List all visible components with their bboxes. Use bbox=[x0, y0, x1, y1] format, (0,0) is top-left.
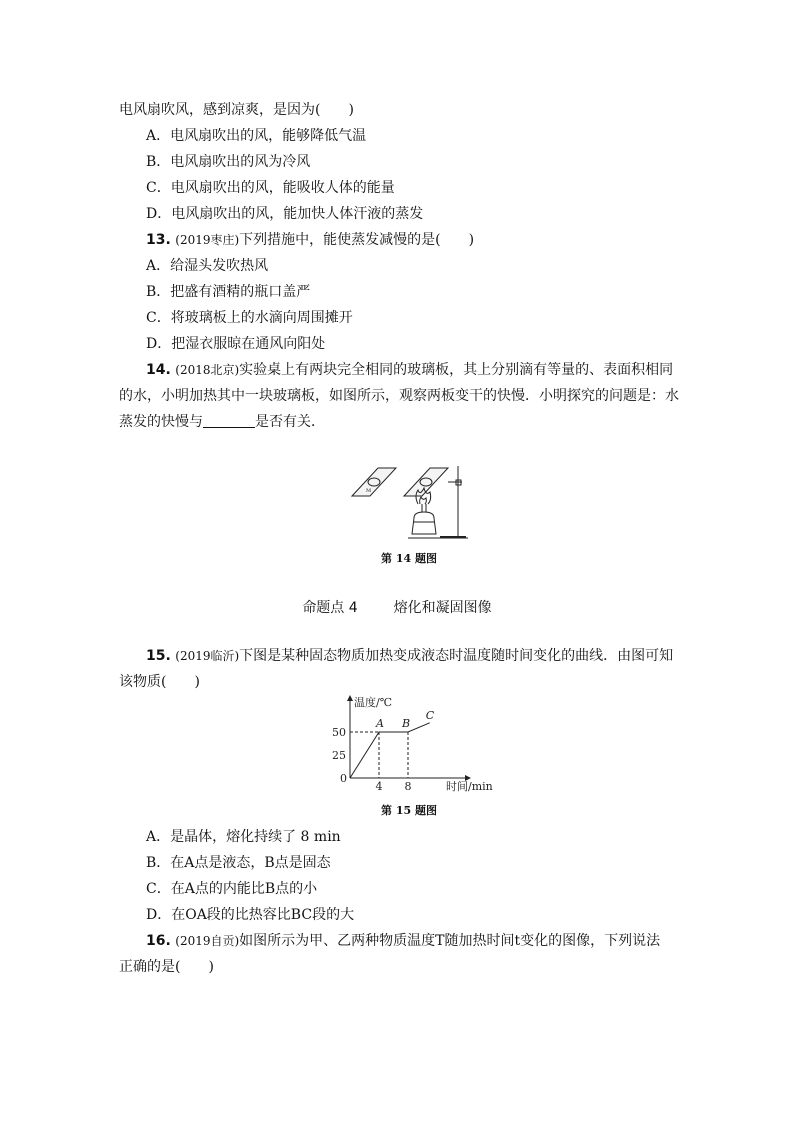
q16-source: (2019自贡) bbox=[175, 934, 240, 948]
q15-text-line1: 下图是某种固态物质加热变成液态时温度随时间变化的曲线．由图可知 bbox=[239, 648, 674, 664]
q13-option-d: D．把湿衣服晾在通风向阳处 bbox=[146, 336, 326, 352]
q13-stem bbox=[146, 231, 474, 249]
x-axis-label: 时间/min bbox=[446, 780, 493, 793]
point-label-a: A bbox=[376, 717, 384, 730]
q13-text: 下列措施中，能使蒸发减慢的是( ) bbox=[239, 232, 475, 248]
q16-stem-line2: 正确的是( ) bbox=[119, 959, 214, 975]
q16-stem-line1 bbox=[146, 932, 660, 950]
q14-source: (2018北京) bbox=[175, 363, 240, 377]
point-label-c: C bbox=[425, 708, 435, 722]
q15-option-b: B．在A点是液态，B点是固态 bbox=[146, 855, 331, 871]
x-tick-label: 4 bbox=[375, 780, 383, 793]
q13-number: 13. bbox=[146, 232, 171, 248]
q15-chart bbox=[318, 692, 498, 796]
q14-caption: 第 14 题图 bbox=[381, 552, 437, 565]
temperature-curve bbox=[350, 723, 430, 778]
q15-caption: 第 15 题图 bbox=[381, 804, 437, 817]
q14-figure bbox=[348, 460, 473, 542]
q15-number: 15. bbox=[146, 648, 171, 664]
q13-source: (2019枣庄) bbox=[175, 233, 240, 247]
q15-option-d: D．在OA段的比热容比BC段的大 bbox=[146, 907, 355, 923]
y-axis-label: 温度/℃ bbox=[354, 696, 393, 709]
alcohol-lamp bbox=[412, 512, 436, 534]
q14-stem-line3 bbox=[119, 413, 325, 431]
section-label: 命题点 4 bbox=[302, 600, 358, 616]
q16-text-line1: 如图所示为甲、乙两种物质温度T随加热时间t变化的图像，下列说法 bbox=[239, 933, 661, 949]
point-label-b: B bbox=[402, 717, 411, 730]
answer-blank bbox=[203, 413, 255, 428]
origin-label: 0 bbox=[340, 772, 347, 785]
q14-number: 14. bbox=[146, 362, 171, 378]
q15-option-a: A．是晶体，熔化持续了 8 min bbox=[146, 829, 341, 845]
q15-stem-line2: 该物质( ) bbox=[119, 674, 200, 690]
y-tick-label: 25 bbox=[332, 749, 346, 762]
q14-stem-line2: 的水，小明加热其中一块玻璃板，如图所示，观察两板变干的快慢．小明探究的问题是：水 bbox=[119, 388, 679, 404]
q12-option-c: C．电风扇吹出的风，能吸收人体的能量 bbox=[146, 180, 395, 196]
q13-option-b: B．把盛有酒精的瓶口盖严 bbox=[146, 284, 311, 300]
q12-option-d: D．电风扇吹出的风，能加快人体汗液的蒸发 bbox=[146, 206, 424, 222]
q13-option-a: A．给湿头发吹热风 bbox=[146, 258, 269, 274]
q14-text-line3a: 蒸发的快慢与 bbox=[119, 414, 203, 430]
q12-option-a: A．电风扇吹出的风，能够降低气温 bbox=[146, 128, 367, 144]
x-tick-label: 8 bbox=[404, 780, 412, 793]
section-title: 熔化和凝固图像 bbox=[393, 600, 492, 616]
q12-stem: 电风扇吹风，感到凉爽，是因为( ) bbox=[119, 102, 354, 118]
q12-option-b: B．电风扇吹出的风为冷风 bbox=[146, 154, 311, 170]
section-header bbox=[0, 597, 794, 617]
q14-text-line3b: 是否有关． bbox=[255, 414, 325, 430]
q14-stem-line1 bbox=[146, 361, 673, 379]
q16-number: 16. bbox=[146, 933, 171, 949]
q15-stem-line1 bbox=[146, 647, 673, 665]
q15-option-c: C．在A点的内能比B点的小 bbox=[146, 881, 318, 897]
y-tick-label: 50 bbox=[332, 726, 346, 739]
q15-source: (2019临沂) bbox=[175, 649, 240, 663]
q13-option-c: C．将玻璃板上的水滴向周围摊开 bbox=[146, 310, 353, 326]
q14-text-line1: 实验桌上有两块完全相同的玻璃板，其上分别滴有等量的、表面积相同 bbox=[239, 362, 674, 378]
left-glass-plate bbox=[352, 468, 396, 496]
svg-text:M: M bbox=[366, 488, 372, 494]
